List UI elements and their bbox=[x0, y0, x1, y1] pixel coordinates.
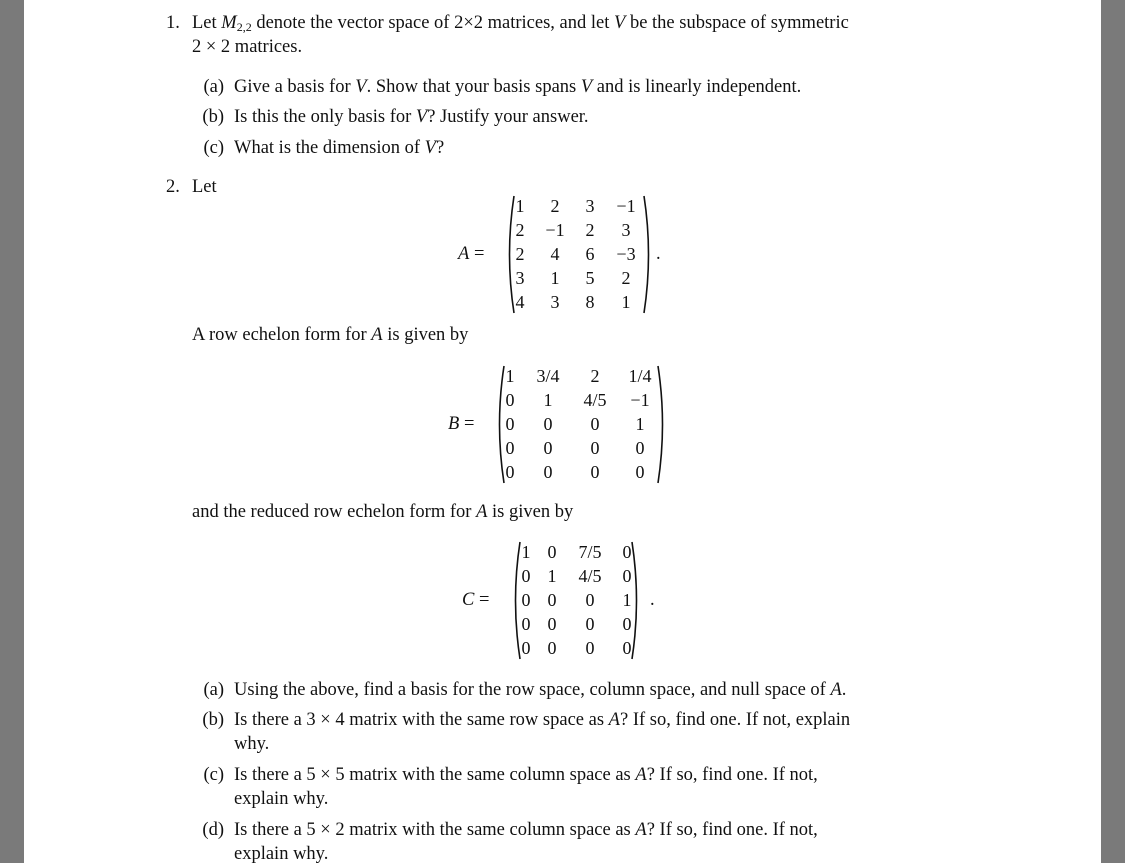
matrix-cell: 1 bbox=[543, 390, 553, 410]
matrix-cell: 2 bbox=[515, 220, 525, 240]
matrix-cell: 4 bbox=[550, 244, 560, 264]
matrix-cell: 0 bbox=[521, 614, 531, 634]
matrix-cell: 1 bbox=[521, 542, 531, 562]
matrix-c-period: . bbox=[650, 590, 655, 610]
matrix-b-label: B = bbox=[448, 414, 475, 434]
row-echelon-sentence: A row echelon form for A is given by bbox=[192, 325, 469, 345]
matrix-cell: 1 bbox=[547, 566, 557, 586]
q2-part-c-label: (c) bbox=[203, 765, 224, 785]
matrix-cell: 4/5 bbox=[583, 390, 607, 410]
matrix-cell: 8 bbox=[585, 292, 595, 312]
matrix-cell: 0 bbox=[547, 542, 557, 562]
matrix-cell: 0 bbox=[505, 390, 515, 410]
matrix-cell: −1 bbox=[616, 196, 636, 216]
matrix-cell: 0 bbox=[590, 414, 600, 434]
q2-part-d-text-cont: explain why. bbox=[234, 844, 329, 863]
matrix-cell: 3 bbox=[515, 268, 525, 288]
q2-part-b-text-cont: why. bbox=[234, 734, 270, 754]
matrix-cell: 0 bbox=[505, 462, 515, 482]
matrix-cell: 2 bbox=[585, 220, 595, 240]
matrix-cell: 3 bbox=[585, 196, 595, 216]
matrix-cell: 5 bbox=[585, 268, 595, 288]
matrix-cell: 3 bbox=[550, 292, 560, 312]
matrix-cell: 0 bbox=[590, 462, 600, 482]
matrix-cell: 7/5 bbox=[578, 542, 602, 562]
q2-part-b-label: (b) bbox=[202, 710, 224, 730]
q1-part-a-text: Give a basis for V. Show that your basis spans V and is linearly independent. bbox=[234, 77, 802, 97]
matrix-cell: 0 bbox=[547, 614, 557, 634]
matrix-cell: −3 bbox=[616, 244, 636, 264]
q2-part-a-label: (a) bbox=[203, 680, 224, 700]
question-1-number: 1. bbox=[166, 13, 180, 33]
q2-part-c-text: Is there a 5 × 5 matrix with the same column space as A? If so, find one. If not, bbox=[234, 765, 818, 785]
matrix-cell: 0 bbox=[635, 438, 645, 458]
matrix-a-period: . bbox=[656, 244, 661, 264]
matrix-b bbox=[494, 364, 668, 485]
matrix-cell: 0 bbox=[590, 438, 600, 458]
matrix-cell: 1 bbox=[621, 292, 631, 312]
matrix-cell: −1 bbox=[630, 390, 650, 410]
matrix-cell: 0 bbox=[622, 614, 632, 634]
q2-part-d-text: Is there a 5 × 2 matrix with the same column space as A? If so, find one. If not, bbox=[234, 820, 818, 840]
document-page bbox=[24, 0, 1101, 863]
matrix-cell: 1 bbox=[622, 590, 632, 610]
matrix-cell: 1 bbox=[635, 414, 645, 434]
q1-part-b-text: Is this the only basis for V? Justify your answer. bbox=[234, 107, 589, 127]
matrix-cell: 2 bbox=[550, 196, 560, 216]
q2-part-a-text: Using the above, find a basis for the row space, column space, and null space of A. bbox=[234, 680, 847, 700]
matrix-cell: 0 bbox=[585, 638, 595, 658]
matrix-cell: 4 bbox=[515, 292, 525, 312]
matrix-cell: 0 bbox=[543, 414, 553, 434]
matrix-cell: 0 bbox=[585, 614, 595, 634]
q1-part-c-label: (c) bbox=[203, 138, 224, 158]
q2-part-d-label: (d) bbox=[202, 820, 224, 840]
matrix-cell: 2 bbox=[590, 366, 600, 386]
matrix-cell: 2 bbox=[621, 268, 631, 288]
matrix-cell: 0 bbox=[585, 590, 595, 610]
matrix-cell: 1 bbox=[515, 196, 525, 216]
question-1-line-2: 2 × 2 matrices. bbox=[192, 37, 303, 57]
q2-part-c-text-cont: explain why. bbox=[234, 789, 329, 809]
matrix-cell: 0 bbox=[505, 438, 515, 458]
matrix-cell: 0 bbox=[622, 566, 632, 586]
matrix-a-label: A = bbox=[458, 244, 485, 264]
matrix-cell: 0 bbox=[521, 638, 531, 658]
matrix-cell: 1 bbox=[505, 366, 515, 386]
matrix-cell: 3/4 bbox=[536, 366, 560, 386]
matrix-cell: 0 bbox=[622, 638, 632, 658]
matrix-cell: 0 bbox=[521, 590, 531, 610]
matrix-cell: 1 bbox=[550, 268, 560, 288]
matrix-cell: 6 bbox=[585, 244, 595, 264]
question-1-line-1: Let $M_{2,2}$ denote the vector space of 2×2 matrices, and let V be the subspace of symmetric bbox=[192, 13, 849, 34]
matrix-a bbox=[504, 194, 654, 315]
matrix-cell: 0 bbox=[505, 414, 515, 434]
matrix-c bbox=[510, 540, 642, 661]
matrix-cell: 3 bbox=[621, 220, 631, 240]
matrix-cell: 0 bbox=[547, 590, 557, 610]
matrix-cell: 0 bbox=[635, 462, 645, 482]
question-2-intro: Let bbox=[192, 177, 217, 197]
reduced-echelon-sentence: and the reduced row echelon form for A is given by bbox=[192, 502, 574, 522]
matrix-cell: 0 bbox=[543, 438, 553, 458]
matrix-cell: 1/4 bbox=[628, 366, 652, 386]
question-2-number: 2. bbox=[166, 177, 180, 197]
matrix-c-label: C = bbox=[462, 590, 490, 610]
q1-part-a-label: (a) bbox=[203, 77, 224, 97]
matrix-cell: 0 bbox=[622, 542, 632, 562]
matrix-cell: 2 bbox=[515, 244, 525, 264]
matrix-cell: −1 bbox=[545, 220, 565, 240]
q2-part-b-text: Is there a 3 × 4 matrix with the same row space as A? If so, find one. If not, explain bbox=[234, 710, 851, 730]
matrix-cell: 4/5 bbox=[578, 566, 602, 586]
matrix-cell: 0 bbox=[547, 638, 557, 658]
q1-part-b-label: (b) bbox=[202, 107, 224, 127]
matrix-cell: 0 bbox=[543, 462, 553, 482]
matrix-cell: 0 bbox=[521, 566, 531, 586]
q1-part-c-text: What is the dimension of V? bbox=[234, 138, 445, 158]
